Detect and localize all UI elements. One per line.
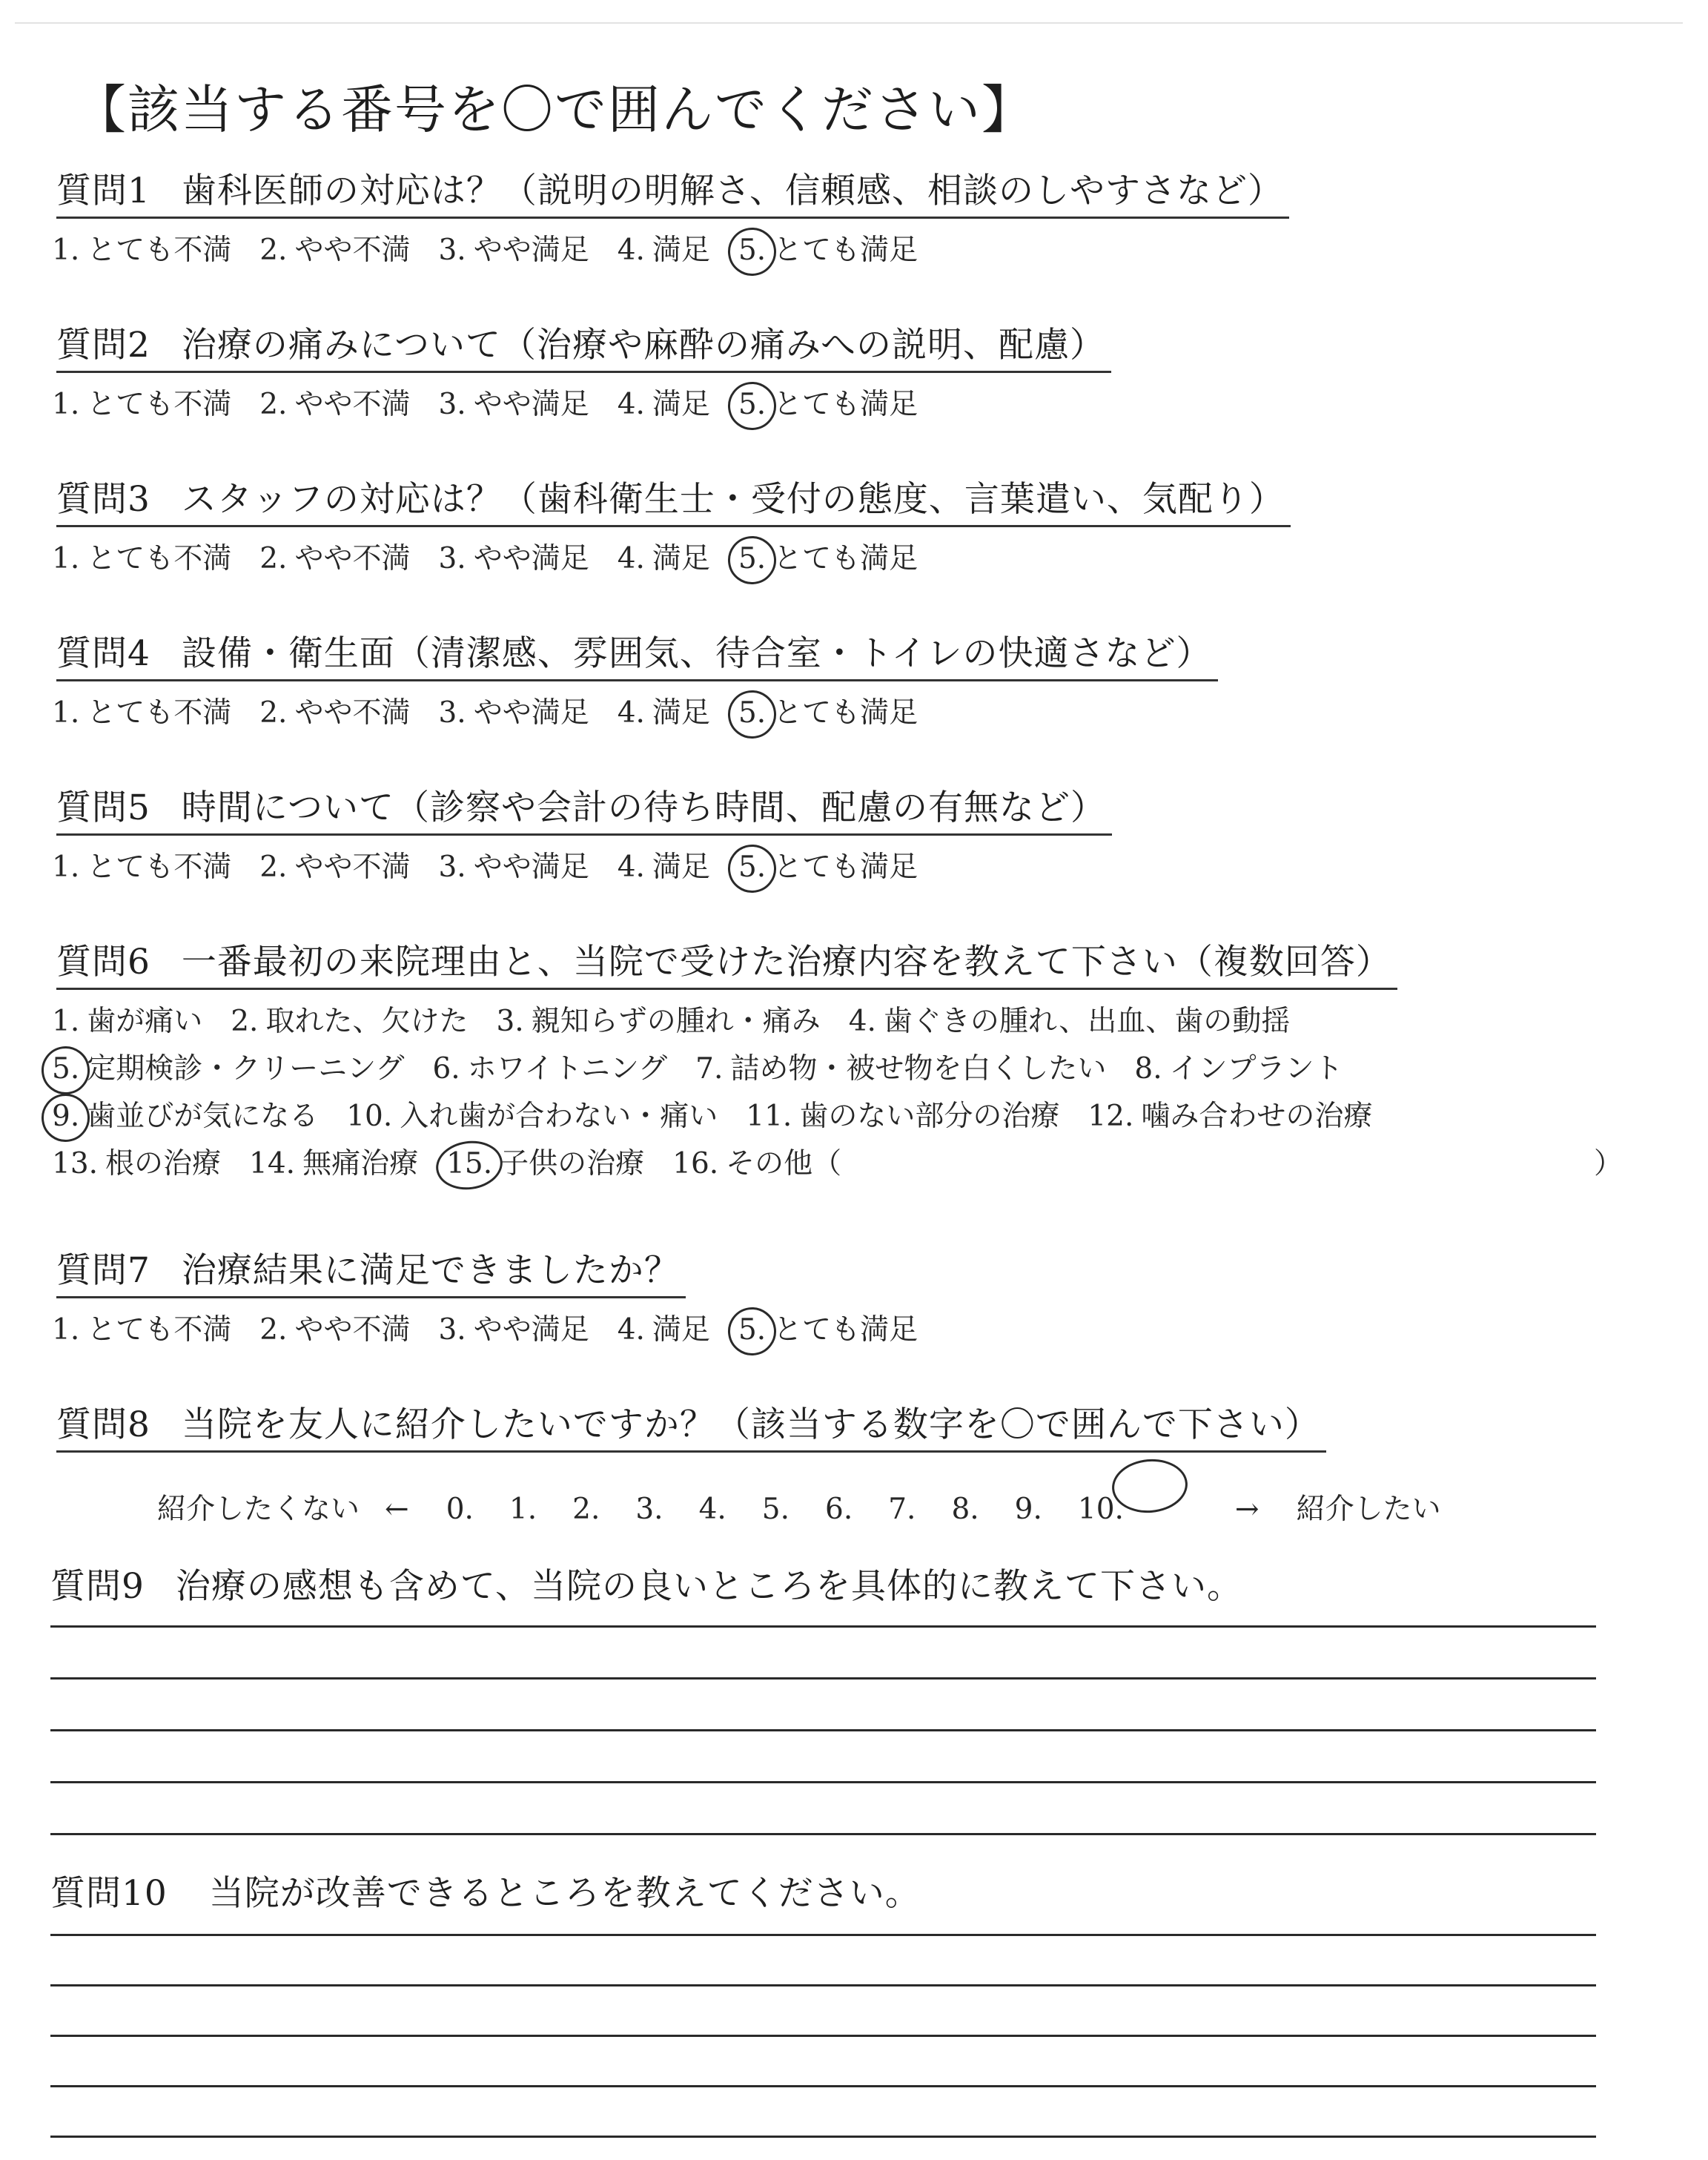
option-number: 14.: [249, 1147, 296, 1180]
question-number: 質問1: [56, 171, 150, 211]
option-number: 4.: [617, 851, 645, 884]
question-number: 質問3: [56, 479, 150, 520]
option-label: とても満足: [773, 388, 918, 421]
satisfaction-option[interactable]: [438, 694, 589, 733]
scale-number[interactable]: 10.: [1078, 1465, 1199, 1529]
other-close-paren: ）: [1594, 1147, 1623, 1180]
question-number: 質問8: [56, 1404, 150, 1445]
question-2-options: [52, 386, 946, 424]
option-label: やや不満: [294, 696, 411, 730]
option-number: 2.: [259, 388, 288, 421]
satisfaction-option[interactable]: [52, 231, 231, 270]
option-number: 3.: [438, 388, 466, 421]
scale-number[interactable]: 6.: [825, 1493, 853, 1526]
question-number: 質問2: [56, 325, 150, 366]
option-number: 6.: [432, 1052, 460, 1086]
option-label: 子供の治療: [500, 1147, 645, 1180]
scale-number[interactable]: 0.: [446, 1493, 474, 1526]
question-3-options: [52, 540, 946, 578]
satisfaction-option[interactable]: [259, 848, 410, 887]
option-number: 4.: [617, 1313, 645, 1347]
satisfaction-option[interactable]: [438, 848, 589, 887]
satisfaction-option[interactable]: [259, 694, 410, 733]
satisfaction-option[interactable]: [618, 540, 710, 578]
option-number: 1.: [52, 851, 80, 884]
option-label: やや満足: [473, 696, 589, 730]
option-label: 親知らずの腫れ・痛み: [531, 1005, 821, 1038]
option-label: 噛み合わせの治療: [1141, 1100, 1373, 1133]
option-label: その他（: [726, 1147, 842, 1180]
answer-line[interactable]: [50, 2035, 1596, 2037]
scale-number[interactable]: 9.: [1014, 1493, 1042, 1526]
satisfaction-option[interactable]: [438, 1311, 589, 1350]
question-1-heading: [56, 169, 1289, 219]
right-arrow-icon: →: [1234, 1493, 1260, 1526]
satisfaction-option[interactable]: [52, 694, 231, 733]
option-number: 3.: [438, 234, 466, 267]
option-label: 根の治療: [105, 1147, 222, 1180]
option-label: 無痛治療: [302, 1147, 419, 1180]
scale-number[interactable]: 3.: [635, 1493, 663, 1526]
answer-line[interactable]: [50, 2136, 1596, 2138]
question-7-heading: [56, 1249, 686, 1298]
satisfaction-option[interactable]: [52, 1311, 231, 1350]
option-number: 5.: [738, 234, 767, 267]
page-title: 【該当する番号を〇で囲んでください】: [74, 79, 1035, 140]
option-label: やや満足: [473, 542, 589, 575]
reason-option[interactable]: [446, 1145, 644, 1183]
question-text: 当院が改善できるところを教えてください。: [208, 1873, 921, 1914]
option-label: やや不満: [294, 388, 411, 421]
scale-number[interactable]: 2.: [572, 1493, 600, 1526]
option-label: とても不満: [87, 851, 232, 884]
question-text: 治療の感想も含めて、当院の良いところを具体的に教えて下さい。: [175, 1566, 1242, 1607]
option-number: 4.: [848, 1005, 876, 1038]
scan-edge: [15, 22, 1683, 24]
option-number: 3.: [438, 696, 466, 730]
option-number: 11.: [746, 1100, 792, 1133]
satisfaction-option[interactable]: [738, 386, 918, 424]
option-label: 満足: [652, 234, 710, 267]
reason-option[interactable]: [231, 1003, 468, 1041]
reason-option[interactable]: [672, 1145, 841, 1183]
satisfaction-option[interactable]: [259, 540, 410, 578]
question-6-options-row-2: [52, 1050, 1371, 1089]
question-number: 質問7: [56, 1250, 150, 1291]
reason-option[interactable]: [496, 1003, 820, 1041]
question-5-options: [52, 848, 946, 887]
option-label: とても満足: [773, 851, 918, 884]
option-label: とても満足: [773, 234, 918, 267]
reason-option[interactable]: [52, 1145, 221, 1183]
option-label: やや満足: [473, 1313, 589, 1347]
option-number: 8.: [1134, 1052, 1162, 1086]
satisfaction-option[interactable]: [438, 386, 589, 424]
option-number: 3.: [438, 1313, 466, 1347]
question-4-options: [52, 694, 946, 733]
option-number: 9.: [52, 1100, 80, 1133]
option-number: 5.: [738, 542, 767, 575]
question-1-options: [52, 231, 946, 270]
question-number: 質問10: [50, 1873, 168, 1914]
question-8-scale: [157, 1465, 1466, 1529]
scale-left-label: 紹介したくない: [157, 1493, 360, 1526]
option-label: 定期検診・クリーニング: [87, 1052, 405, 1086]
satisfaction-option[interactable]: [618, 694, 710, 733]
question-text: 治療結果に満足できましたか？: [181, 1250, 680, 1291]
option-label: 取れた、欠けた: [265, 1005, 469, 1038]
hand-drawn-circle-mark: [1110, 1456, 1190, 1516]
left-arrow-icon: ←: [385, 1493, 409, 1526]
option-number: 2.: [231, 1005, 259, 1038]
question-3-heading: [56, 478, 1291, 527]
scale-number[interactable]: 8.: [951, 1493, 979, 1526]
reason-option[interactable]: [249, 1145, 418, 1183]
option-label: やや不満: [294, 234, 411, 267]
satisfaction-option[interactable]: [738, 540, 918, 578]
option-number: 2.: [259, 542, 288, 575]
option-number: 16.: [672, 1147, 719, 1180]
option-label: 歯ぐきの腫れ、出血、歯の動揺: [883, 1005, 1291, 1038]
satisfaction-option[interactable]: [52, 386, 231, 424]
question-text: 当院を友人に紹介したいですか？（該当する数字を〇で囲んで下さい）: [181, 1404, 1320, 1445]
option-label: やや不満: [294, 1313, 411, 1347]
option-number: 4.: [617, 542, 645, 575]
reason-option[interactable]: [346, 1097, 718, 1136]
question-7-options: [52, 1311, 946, 1350]
option-number: 2.: [259, 696, 288, 730]
option-number: 3.: [438, 542, 466, 575]
option-number: 1.: [52, 542, 80, 575]
option-number: 4.: [617, 234, 645, 267]
question-5-heading: [56, 786, 1112, 836]
question-text: 一番最初の来院理由と、当院で受けた治療内容を教えて下さい（複数回答）: [181, 942, 1391, 982]
option-number: 1.: [52, 696, 80, 730]
question-number: 質問6: [56, 942, 150, 982]
answer-line[interactable]: [50, 1729, 1596, 1731]
question-9-heading: [50, 1565, 1248, 1612]
option-label: やや満足: [473, 234, 589, 267]
option-label: 満足: [652, 1313, 710, 1347]
answer-line[interactable]: [50, 1833, 1596, 1835]
question-text: 設備・衛生面（清潔感、雰囲気、待合室・トイレの快適さなど）: [181, 633, 1212, 674]
question-8-heading: [56, 1403, 1326, 1453]
reason-option[interactable]: [695, 1050, 1106, 1089]
option-label: とても不満: [87, 542, 232, 575]
satisfaction-option[interactable]: [738, 848, 918, 887]
option-number: 1.: [52, 234, 80, 267]
reason-option[interactable]: [52, 1097, 318, 1136]
option-label: 歯のない部分の治療: [799, 1100, 1060, 1133]
reason-option[interactable]: [746, 1097, 1059, 1136]
question-number: 質問9: [50, 1566, 145, 1607]
option-label: 歯が痛い: [87, 1005, 203, 1038]
option-label: とても満足: [773, 1313, 918, 1347]
option-number: 2.: [259, 1313, 288, 1347]
scale-number[interactable]: 5.: [761, 1493, 790, 1526]
option-label: やや不満: [294, 851, 411, 884]
option-label: 入れ歯が合わない・痛い: [400, 1100, 718, 1133]
answer-line[interactable]: [50, 1984, 1596, 1986]
answer-line[interactable]: [50, 1781, 1596, 1783]
option-number: 3.: [496, 1005, 524, 1038]
satisfaction-option[interactable]: [52, 848, 231, 887]
option-label: 満足: [652, 851, 710, 884]
question-6-options-row-1: [52, 1003, 1318, 1041]
answer-line[interactable]: [50, 1677, 1596, 1680]
option-number: 4.: [617, 388, 645, 421]
question-6-heading: [56, 940, 1397, 990]
option-label: 歯並びが気になる: [87, 1100, 319, 1133]
option-number: 5.: [738, 1313, 767, 1347]
reason-option[interactable]: [1134, 1050, 1343, 1089]
option-number: 10.: [346, 1100, 393, 1133]
satisfaction-option[interactable]: [738, 231, 918, 270]
option-number: 5.: [738, 696, 767, 730]
satisfaction-option[interactable]: [738, 694, 918, 733]
option-label: とても満足: [773, 542, 918, 575]
option-label: 満足: [652, 388, 710, 421]
reason-option[interactable]: [1088, 1097, 1372, 1136]
question-number: 質問4: [56, 633, 150, 674]
question-6-options-row-3: [52, 1097, 1400, 1136]
answer-line[interactable]: [50, 1625, 1596, 1628]
reason-option[interactable]: [52, 1003, 202, 1041]
option-number: 15.: [446, 1147, 493, 1180]
option-number: 12.: [1088, 1100, 1134, 1133]
scale-number[interactable]: 1.: [509, 1493, 537, 1526]
option-label: やや満足: [473, 388, 589, 421]
question-text: 治療の痛みについて（治療や麻酔の痛みへの説明、配慮）: [181, 325, 1106, 366]
answer-line[interactable]: [50, 1934, 1596, 1936]
option-number: 4.: [617, 696, 645, 730]
satisfaction-option[interactable]: [438, 231, 589, 270]
question-number: 質問5: [56, 787, 150, 828]
option-label: 満足: [652, 542, 710, 575]
satisfaction-option[interactable]: [618, 386, 710, 424]
option-number: 5.: [738, 851, 767, 884]
question-2-heading: [56, 323, 1111, 373]
scale-number[interactable]: 7.: [888, 1493, 916, 1526]
satisfaction-option[interactable]: [618, 231, 710, 270]
reason-option[interactable]: [432, 1050, 667, 1089]
option-number: 1.: [52, 1005, 80, 1038]
question-text: 時間について（診察や会計の待ち時間、配慮の有無など）: [181, 787, 1106, 828]
option-number: 5.: [52, 1052, 80, 1086]
question-text: 歯科医師の対応は？（説明の明解さ、信頼感、相談のしやすさなど）: [181, 171, 1284, 211]
satisfaction-option[interactable]: [52, 540, 231, 578]
option-number: 7.: [695, 1052, 724, 1086]
satisfaction-option[interactable]: [438, 540, 589, 578]
satisfaction-option[interactable]: [259, 231, 410, 270]
option-label: とても不満: [87, 388, 232, 421]
satisfaction-option[interactable]: [259, 1311, 410, 1350]
option-label: やや満足: [473, 851, 589, 884]
option-label: ホワイトニング: [467, 1052, 668, 1086]
option-label: とても不満: [87, 234, 232, 267]
reason-option[interactable]: [52, 1050, 404, 1089]
option-label: インプラント: [1169, 1052, 1343, 1086]
option-number: 1.: [52, 1313, 80, 1347]
option-number: 13.: [52, 1147, 99, 1180]
option-number: 5.: [738, 388, 767, 421]
option-number: 1.: [52, 388, 80, 421]
option-number: 2.: [259, 851, 288, 884]
question-text: スタッフの対応は？（歯科衛生士・受付の態度、言葉遣い、気配り）: [181, 479, 1285, 520]
question-4-heading: [56, 632, 1218, 681]
satisfaction-option[interactable]: [618, 848, 710, 887]
option-label: とても満足: [773, 696, 918, 730]
satisfaction-option[interactable]: [618, 1311, 710, 1350]
satisfaction-option[interactable]: [738, 1311, 918, 1350]
satisfaction-option[interactable]: [259, 386, 410, 424]
question-10-heading: [50, 1872, 927, 1919]
option-label: とても不満: [87, 1313, 232, 1347]
scale-right-label: 紹介したい: [1296, 1493, 1441, 1526]
answer-line[interactable]: [50, 2085, 1596, 2087]
option-label: 詰め物・被せ物を白くしたい: [730, 1052, 1107, 1086]
option-number: 3.: [438, 851, 466, 884]
option-label: やや不満: [294, 542, 411, 575]
option-number: 2.: [259, 234, 288, 267]
question-6-options-row-4: [52, 1145, 870, 1183]
reason-option[interactable]: [849, 1003, 1291, 1041]
option-label: とても不満: [87, 696, 232, 730]
scale-number[interactable]: 4.: [698, 1493, 726, 1526]
option-label: 満足: [652, 696, 710, 730]
